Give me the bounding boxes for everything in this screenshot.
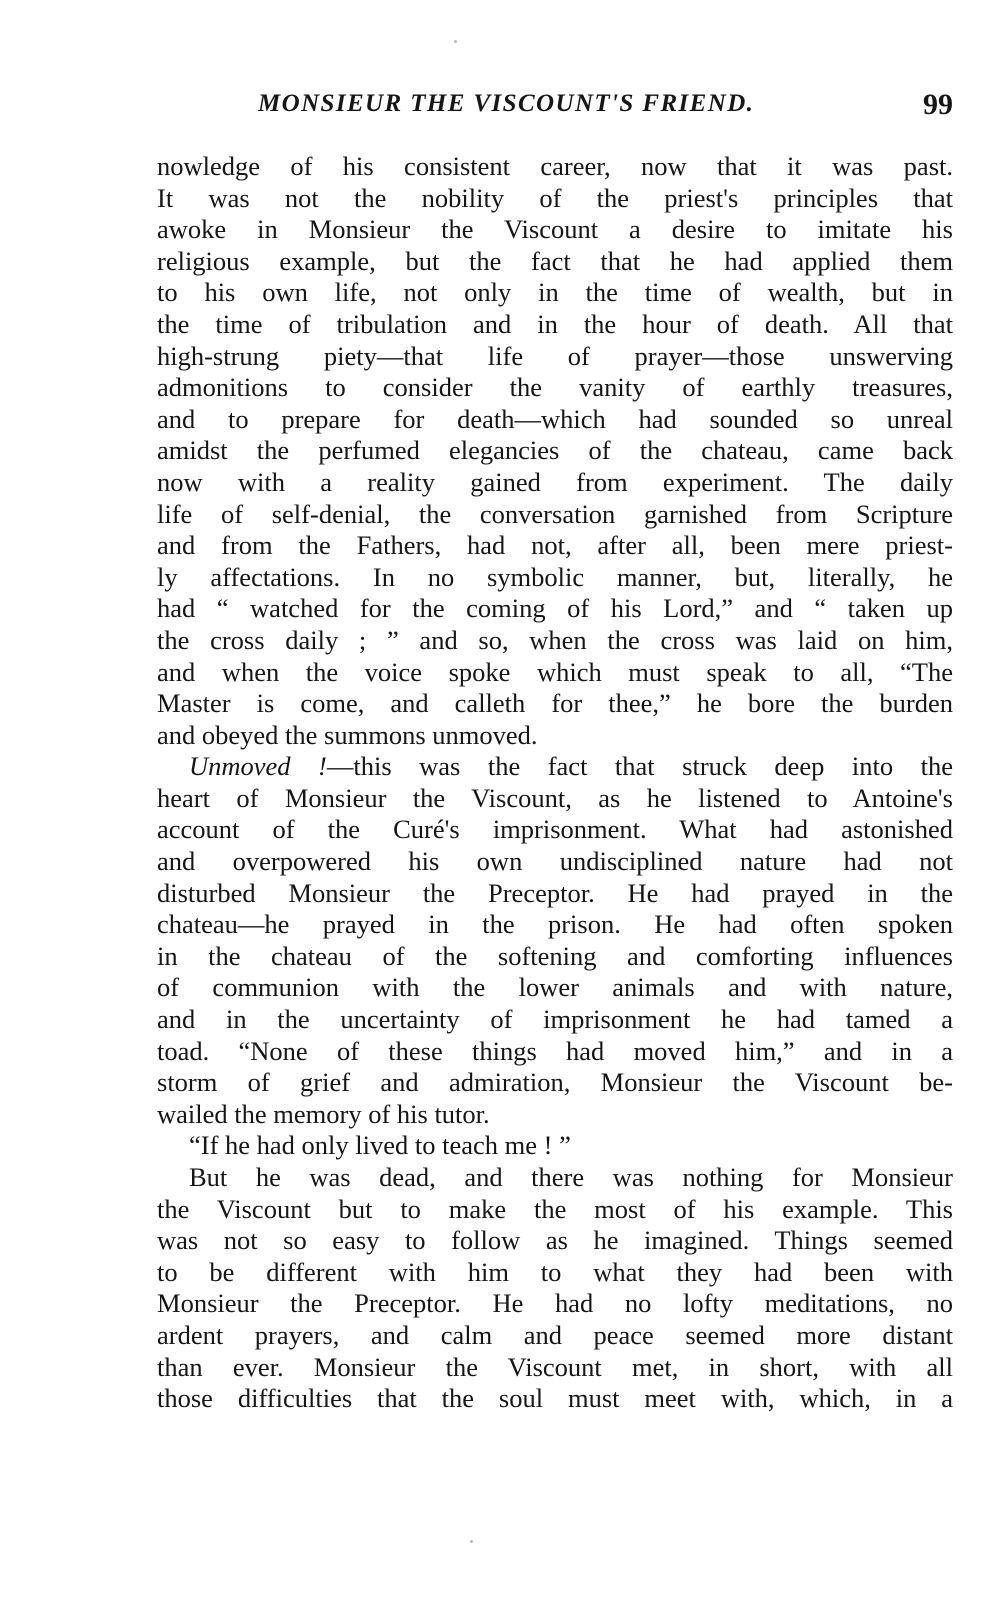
body-text — [157, 151, 953, 1415]
paper-speck — [470, 1540, 473, 1543]
text-line: chateau—he prayed in the prison. He had often spoken — [157, 909, 953, 940]
text-line: high-strung piety—that life of prayer—those unswerving — [157, 340, 953, 371]
text-line: was not so easy to follow as he imagined. Things seemed — [157, 1225, 953, 1256]
running-head — [157, 88, 953, 132]
text-line: Master is come, and calleth for thee,” he bore the burden — [157, 688, 953, 719]
text-line: amidst the perfumed elegancies of the chateau, came back — [157, 435, 953, 466]
text-line: Monsieur the Preceptor. He had no lofty meditations, no — [157, 1288, 953, 1319]
text-line: the time of tribulation and in the hour of death. All that — [157, 308, 953, 339]
text-line: to be different with him to what they had been with — [157, 1256, 953, 1287]
page-number: 99 — [923, 88, 953, 121]
text-line: than ever. Monsieur the Viscount met, in short, with all — [157, 1351, 953, 1382]
text-line: and from the Fathers, had not, after all, been mere priest- — [157, 530, 953, 561]
paragraph — [157, 1162, 953, 1415]
text-line: and to prepare for death—which had sounded so unreal — [157, 403, 953, 434]
text-line: storm of grief and admiration, Monsieur the Viscount be- — [157, 1067, 953, 1098]
text-line: But he was dead, and there was nothing for Monsieur — [189, 1162, 953, 1192]
text-line: It was not the nobility of the priest's principles that — [157, 182, 953, 213]
text-line: those difficulties that the soul must meet with, which, in a — [157, 1383, 953, 1414]
text-line: to his own life, not only in the time of wealth, but in — [157, 277, 953, 308]
paragraph — [157, 1130, 953, 1162]
text-line: had “ watched for the coming of his Lord,” and “ taken up — [157, 593, 953, 624]
text-line: “If he had only lived to teach me ! ” — [189, 1130, 571, 1161]
text-line: life of self-denial, the conversation garnished from Scripture — [157, 498, 953, 529]
text-line: and when the voice spoke which must speak to all, “The — [157, 656, 953, 687]
text-line: the cross daily ; ” and so, when the cross was laid on him, — [157, 624, 953, 655]
text-line — [157, 751, 953, 783]
text-line: and overpowered his own undisciplined nature had not — [157, 846, 953, 877]
text-line: heart of Monsieur the Viscount, as he listened to Antoine's — [157, 782, 953, 813]
text-line: and in the uncertainty of imprisonment he had tamed a — [157, 1004, 953, 1035]
paragraph — [157, 151, 953, 751]
text-line: ly affectations. In no symbolic manner, but, literally, he — [157, 561, 953, 592]
text-line: toad. “None of these things had moved him,” and in a — [157, 1035, 953, 1066]
text-line: admonitions to consider the vanity of earthly treasures, — [157, 372, 953, 403]
paragraph — [157, 751, 953, 1130]
text-line: account of the Curé's imprisonment. What had astonished — [157, 814, 953, 845]
text-line-rest: —this was the fact that struck deep into the — [326, 751, 953, 782]
paper-speck — [454, 40, 457, 43]
text-line: of communion with the lower animals and with nature, — [157, 972, 953, 1003]
text-line: now with a reality gained from experiment. The daily — [157, 466, 953, 497]
text-line: nowledge of his consistent career, now that it was past. — [157, 151, 953, 181]
text-line: wailed the memory of his tutor. — [157, 1098, 490, 1129]
text-line: and obeyed the summons unmoved. — [157, 719, 538, 750]
text-line: disturbed Monsieur the Preceptor. He had prayed in the — [157, 877, 953, 908]
text-line: the Viscount but to make the most of his example. This — [157, 1193, 953, 1224]
text-line: awoke in Monsieur the Viscount a desire to imitate his — [157, 214, 953, 245]
running-title: MONSIEUR THE VISCOUNT'S FRIEND. — [258, 90, 755, 117]
italic-lead: Unmoved ! — [189, 751, 327, 782]
text-line: in the chateau of the softening and comforting influences — [157, 940, 953, 971]
text-line: ardent prayers, and calm and peace seemed more distant — [157, 1319, 953, 1350]
text-line: religious example, but the fact that he had applied them — [157, 245, 953, 276]
